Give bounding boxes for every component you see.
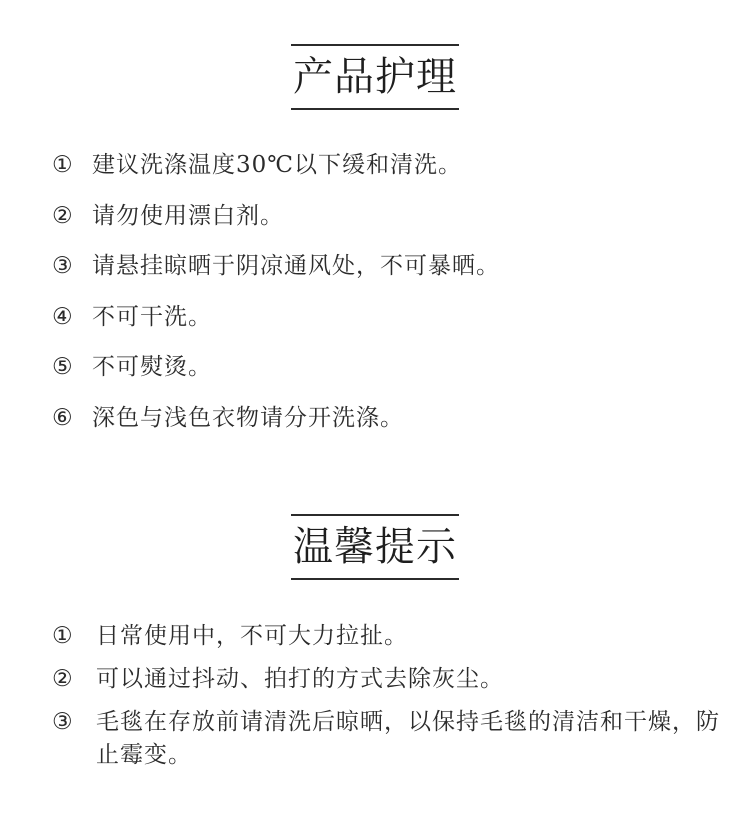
item-number: ② — [52, 666, 74, 692]
list-item — [52, 403, 500, 454]
item-text: 日常使用中，不可大力拉扯。 — [96, 623, 408, 649]
list-item — [52, 352, 500, 403]
item-number: ① — [52, 152, 74, 178]
item-text: 不可干洗。 — [92, 303, 212, 330]
item-text: 请勿使用漂白剂。 — [92, 202, 284, 229]
item-number: ⑤ — [52, 354, 74, 381]
list-item — [52, 620, 722, 653]
item-text: 毛毯在存放前请清洗后晾晒，以保持毛毯的清洁和干燥，防止霉变。 — [96, 709, 720, 768]
list-item — [52, 302, 500, 353]
item-text: 请悬挂晾晒于阴凉通风处，不可暴晒。 — [92, 253, 500, 280]
list-item — [52, 201, 500, 252]
care-section-heading — [0, 44, 750, 110]
item-number: ② — [52, 202, 74, 229]
care-instructions-list — [52, 150, 500, 454]
item-text: 不可熨烫。 — [92, 354, 212, 381]
item-text: 建议洗涤温度30℃以下缓和清洗。 — [92, 152, 462, 178]
item-number: ⑥ — [52, 404, 74, 431]
item-text: 深色与浅色衣物请分开洗涤。 — [92, 404, 404, 431]
list-item — [52, 663, 722, 696]
tips-list — [52, 620, 722, 782]
item-number: ③ — [52, 253, 74, 280]
list-item — [52, 150, 500, 201]
tips-title: 温馨提示 — [291, 514, 459, 580]
item-text: 可以通过抖动、拍打的方式去除灰尘。 — [96, 666, 504, 692]
item-number: ① — [52, 623, 74, 649]
list-item — [52, 251, 500, 302]
tips-section-heading — [0, 514, 750, 580]
item-number: ④ — [52, 303, 74, 330]
list-item — [52, 706, 722, 772]
item-number: ③ — [52, 709, 74, 735]
care-title: 产品护理 — [291, 44, 459, 110]
